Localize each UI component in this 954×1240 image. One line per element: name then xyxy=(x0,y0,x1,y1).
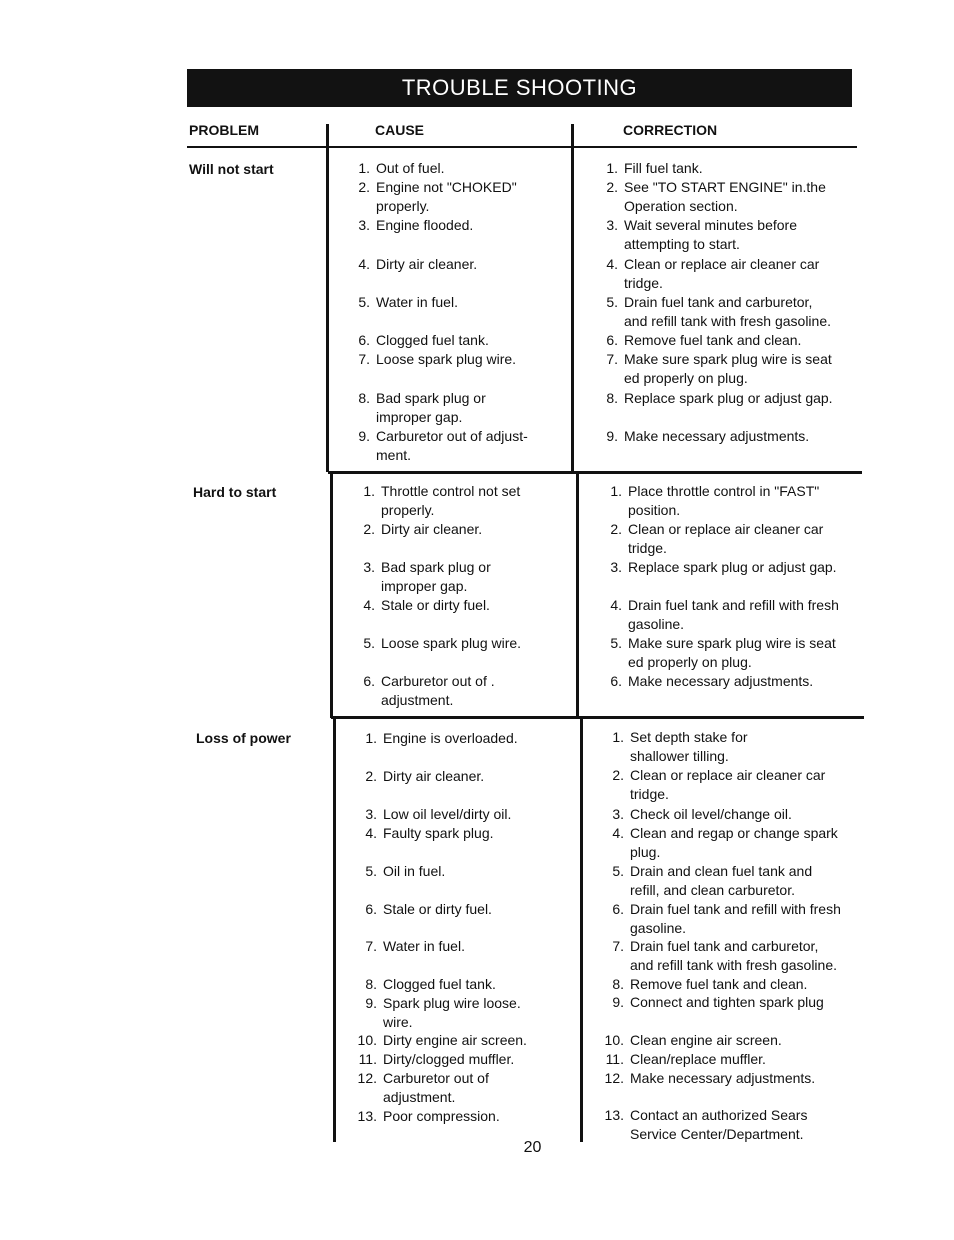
item-text: tridge. xyxy=(630,786,669,802)
item-text: Clean/replace muffler. xyxy=(630,1051,766,1067)
item-text: plug. xyxy=(630,844,661,860)
item-number: 7. xyxy=(612,938,624,954)
item-number: 12. xyxy=(357,1070,377,1086)
item-text: tridge. xyxy=(628,540,667,556)
item-number: 11. xyxy=(605,1051,624,1067)
item-number: 7. xyxy=(365,938,377,954)
column-divider xyxy=(580,718,583,1142)
item-text: tridge. xyxy=(624,275,663,291)
item-text: Make sure spark plug wire is seat xyxy=(628,635,836,651)
item-number: 4. xyxy=(358,256,370,272)
item-text: Drain fuel tank and refill with fresh xyxy=(628,597,839,613)
item-number: 10. xyxy=(357,1032,377,1048)
item-text: Water in fuel. xyxy=(383,938,465,954)
item-text: Poor compression. xyxy=(383,1108,500,1124)
item-text: Clean and regap or change spark xyxy=(630,825,838,841)
item-number: 4. xyxy=(610,597,622,613)
item-text: Fill fuel tank. xyxy=(624,160,703,176)
item-number: 5. xyxy=(358,294,370,310)
item-text: Dirty air cleaner. xyxy=(383,768,485,784)
item-text: Bad spark plug or xyxy=(376,390,486,406)
item-number: 13. xyxy=(604,1107,624,1123)
item-text: Drain and clean fuel tank and xyxy=(630,863,813,879)
item-text: Bad spark plug or xyxy=(381,559,491,575)
column-divider xyxy=(330,472,333,718)
item-number: 1. xyxy=(365,730,377,746)
item-text: See "TO START ENGINE" in.the xyxy=(624,179,826,195)
item-number: 4. xyxy=(365,825,377,841)
item-text: Clogged fuel tank. xyxy=(376,332,489,348)
item-text: Make necessary adjustments. xyxy=(624,428,810,444)
item-text: Replace spark plug or adjust gap. xyxy=(624,390,833,406)
item-text: improper gap. xyxy=(381,578,468,594)
item-text: ed properly on plug. xyxy=(628,654,752,670)
problem-label: Loss of power xyxy=(196,730,291,746)
item-text: Replace spark plug or adjust gap. xyxy=(628,559,837,575)
problem-label: Will not start xyxy=(189,161,274,177)
item-text: Make sure spark plug wire is seat xyxy=(624,351,832,367)
item-number: 6. xyxy=(610,673,622,689)
section-divider xyxy=(328,471,862,474)
item-number: 6. xyxy=(363,673,375,689)
item-text: Clogged fuel tank. xyxy=(383,976,496,992)
item-number: 5. xyxy=(365,863,377,879)
item-number: 1. xyxy=(612,729,624,745)
item-number: 9. xyxy=(612,994,624,1010)
item-text: properly. xyxy=(381,502,435,518)
item-number: 4. xyxy=(612,825,624,841)
item-text: adjustment. xyxy=(381,692,454,708)
item-text: Check oil level/change oil. xyxy=(630,806,792,822)
item-number: 13. xyxy=(357,1108,377,1124)
item-text: Carburetor out of adjust- xyxy=(376,428,528,444)
item-text: Make necessary adjustments. xyxy=(628,673,814,689)
item-text: Engine flooded. xyxy=(376,217,474,233)
item-text: Engine is overloaded. xyxy=(383,730,518,746)
item-text: Dirty air cleaner. xyxy=(376,256,478,272)
item-text: Remove fuel tank and clean. xyxy=(630,976,808,992)
item-text: Set depth stake for xyxy=(630,729,748,745)
item-number: 7. xyxy=(358,351,370,367)
item-text: Dirty/clogged muffler. xyxy=(383,1051,515,1067)
item-text: improper gap. xyxy=(376,409,463,425)
item-number: 6. xyxy=(358,332,370,348)
item-number: 12. xyxy=(604,1070,624,1086)
item-text: ed properly on plug. xyxy=(624,370,748,386)
item-text: Drain fuel tank and carburetor, xyxy=(624,294,813,310)
item-number: 6. xyxy=(606,332,618,348)
item-text: Low oil level/dirty oil. xyxy=(383,806,512,822)
item-text: gasoline. xyxy=(628,616,685,632)
item-text: Place throttle control in "FAST" xyxy=(628,483,820,499)
item-number: 7. xyxy=(606,351,618,367)
item-number: 9. xyxy=(606,428,618,444)
item-number: 3. xyxy=(358,217,370,233)
item-number: 5. xyxy=(612,863,624,879)
item-text: Engine not "CHOKED" xyxy=(376,179,517,195)
header-problem: PROBLEM xyxy=(189,122,259,138)
item-number: 2. xyxy=(365,768,377,784)
item-text: Water in fuel. xyxy=(376,294,458,310)
item-text: Drain fuel tank and refill with fresh xyxy=(630,901,841,917)
item-number: 2. xyxy=(612,767,624,783)
item-number: 3. xyxy=(363,559,375,575)
item-number: 3. xyxy=(610,559,622,575)
item-text: Connect and tighten spark plug xyxy=(630,994,824,1010)
item-number: 8. xyxy=(612,976,624,992)
item-text: Clean or replace air cleaner car xyxy=(628,521,824,537)
column-divider xyxy=(333,718,336,1142)
item-text: Out of fuel. xyxy=(376,160,445,176)
item-text: ment. xyxy=(376,447,412,463)
item-text: shallower tilling. xyxy=(630,748,729,764)
item-number: 3. xyxy=(606,217,618,233)
item-text: Drain fuel tank and carburetor, xyxy=(630,938,819,954)
item-text: Clean engine air screen. xyxy=(630,1032,782,1048)
item-text: Clean or replace air cleaner car xyxy=(630,767,826,783)
item-text: refill, and clean carburetor. xyxy=(630,882,795,898)
item-text: and refill tank with fresh gasoline. xyxy=(630,957,837,973)
item-number: 8. xyxy=(358,390,370,406)
header-correction: CORRECTION xyxy=(623,122,718,138)
problem-label: Hard to start xyxy=(193,484,277,500)
column-divider xyxy=(576,472,579,718)
item-text: Service Center/Department. xyxy=(630,1126,804,1142)
item-text: attempting to start. xyxy=(624,236,740,252)
item-text: Dirty air cleaner. xyxy=(381,521,483,537)
page-number: 20 xyxy=(523,1139,542,1156)
item-number: 2. xyxy=(358,179,370,195)
item-text: wire. xyxy=(383,1014,413,1030)
item-text: gasoline. xyxy=(630,920,687,936)
item-number: 2. xyxy=(363,521,375,537)
item-number: 1. xyxy=(610,483,622,499)
item-number: 5. xyxy=(610,635,622,651)
item-text: Dirty engine air screen. xyxy=(383,1032,527,1048)
item-number: 8. xyxy=(606,390,618,406)
item-number: 11. xyxy=(358,1051,377,1067)
item-text: adjustment. xyxy=(383,1089,456,1105)
page-title: TROUBLE SHOOTING xyxy=(187,69,852,107)
item-number: 2. xyxy=(606,179,618,195)
item-text: Carburetor out of xyxy=(383,1070,489,1086)
item-number: 6. xyxy=(612,901,624,917)
item-text: Wait several minutes before xyxy=(624,217,797,233)
item-text: position. xyxy=(628,502,681,518)
item-text: Oil in fuel. xyxy=(383,863,446,879)
section-divider xyxy=(331,716,864,719)
item-number: 1. xyxy=(363,483,375,499)
item-text: Stale or dirty fuel. xyxy=(381,597,490,613)
item-number: 1. xyxy=(606,160,618,176)
item-number: 9. xyxy=(365,995,377,1011)
item-number: 4. xyxy=(606,256,618,272)
item-number: 5. xyxy=(606,294,618,310)
item-text: Loose spark plug wire. xyxy=(381,635,522,651)
item-number: 6. xyxy=(365,901,377,917)
item-number: 8. xyxy=(365,976,377,992)
item-number: 3. xyxy=(365,806,377,822)
item-number: 4. xyxy=(363,597,375,613)
column-divider xyxy=(326,124,329,472)
item-text: Remove fuel tank and clean. xyxy=(624,332,802,348)
item-text: Operation section. xyxy=(624,198,738,214)
item-number: 10. xyxy=(604,1032,624,1048)
item-text: Make necessary adjustments. xyxy=(630,1070,816,1086)
item-number: 2. xyxy=(610,521,622,537)
item-text: Throttle control not set xyxy=(381,483,521,499)
header-cause: CAUSE xyxy=(375,122,425,138)
header-rule xyxy=(187,146,857,148)
item-text: and refill tank with fresh gasoline. xyxy=(624,313,831,329)
item-text: Stale or dirty fuel. xyxy=(383,901,492,917)
item-number: 1. xyxy=(358,160,370,176)
item-text: Clean or replace air cleaner car xyxy=(624,256,820,272)
item-text: Contact an authorized Sears xyxy=(630,1107,808,1123)
item-text: Faulty spark plug. xyxy=(383,825,494,841)
item-text: properly. xyxy=(376,198,430,214)
item-number: 3. xyxy=(612,806,624,822)
item-number: 5. xyxy=(363,635,375,651)
item-number: 9. xyxy=(358,428,370,444)
item-text: Carburetor out of . xyxy=(381,673,495,689)
item-text: Loose spark plug wire. xyxy=(376,351,517,367)
column-divider xyxy=(571,124,574,472)
item-text: Spark plug wire loose. xyxy=(383,995,521,1011)
